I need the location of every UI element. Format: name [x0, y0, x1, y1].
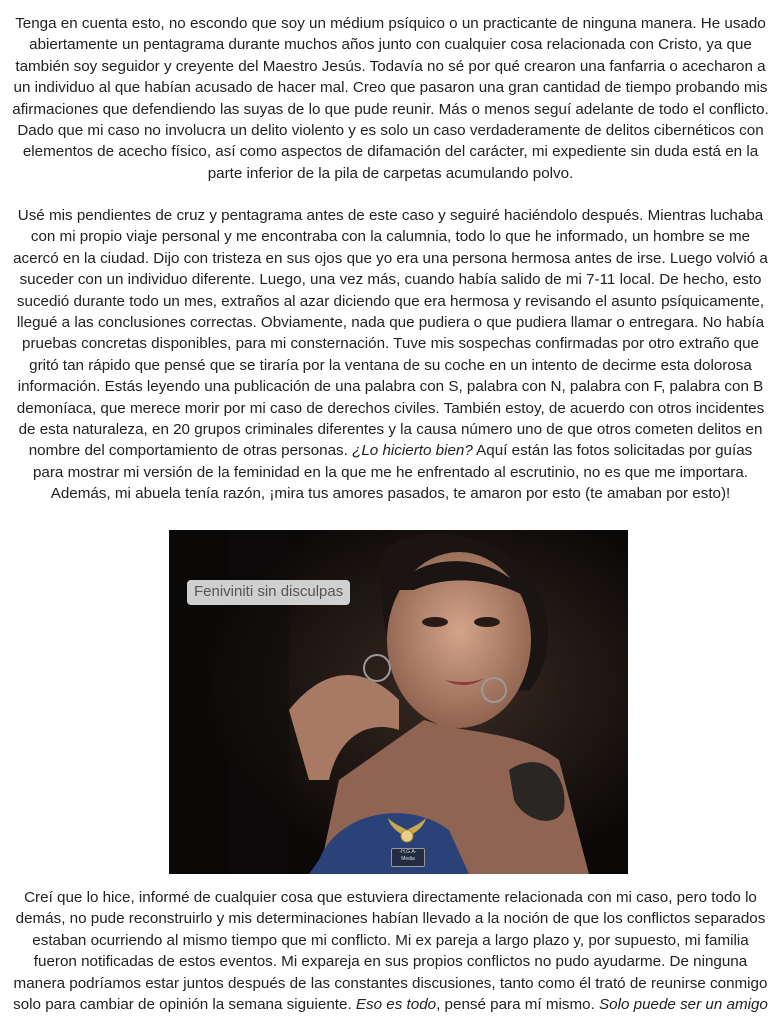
photo-caption: Feniviniti sin disculpas [187, 580, 350, 605]
paragraph-2-emphasis: ¿Lo hicierto bien? [352, 442, 473, 460]
wings-icon [386, 816, 428, 850]
paragraph-3 [12, 887, 769, 1015]
paragraph-3-emphasis-2: Solo puede ser un amigo [599, 996, 768, 1014]
paragraph-3-text-b: , pensé para mí mismo. [436, 996, 600, 1014]
paragraph-2-text-a: Usé mis pendientes de cruz y pentagrama antes de este caso y seguiré haciéndolo después. Mientras luchaba con mi propio viaje personal y me encontraba con la calumnia, todo lo que he informado, un hombre se me acercó en la ciudad. Dijo con tristeza en sus ojos que yo era una persona hermosa antes de irse. Luego volvió a suceder con un individuo diferente. Luego, una vez más, cuando había salido de mi 7-11 local. De hecho, esto sucedió durante todo un mes, extraños al azar diciendo que era hermosa y revisando el asunto psíquicamente, llegué a las conclusiones correctas. Obviamente, nada que pudiera o que pudiera llamar o entregara. No había pruebas concretas disponibles, para mi consternación. Tuve mis sospechas confirmadas por otro extraño que gritó tan rápido que pensé que se tiraría por la ventana de su coche en un intento de decirme esta dolorosa información. Estás leyendo una publicación de una palabra con S, palabra con N, palabra con F, palabra con B demoníaca, que merece morir por mi caso de derechos civiles. También estoy, de acuerdo con otros incidentes de esta naturaleza, en 20 grupos criminales diferentes y la causa número uno de que otros cometen delitos en nombre del comportamiento de otras personas. [13, 207, 768, 460]
paragraph-2 [12, 205, 769, 505]
paragraph-3-text-a: Creí que lo hice, informé de cualquier cosa que estuviera directamente relacionada con mi caso, pero todo lo demás, no pude reconstruirlo y mis determinaciones habían llevado a la noción de que los conflictos separados estaban ocurriendo al mismo tiempo que mi conflicto. Mi ex pareja a largo plazo y, por supuesto, mi familia fueron notificadas de estos eventos. Mi expareja en sus propios conflictos no pudo ayudarme. De ninguna manera podríamos estar juntos después de las constantes discusiones, tanto como él trató de reunirse conmigo solo para cambiar de opinión la semana siguiente. [13, 889, 768, 1014]
watermark-badge [391, 848, 425, 867]
paragraph-2-text-b: Aquí están las fotos solicitadas por guías para mostrar mi versión de la feminidad en la que me he enfrentado al escrutinio, no es que me importara. Además, mi abuela tenía razón, ¡mira tus amores pasados, te amaron por esto (te amaban por esto)! [32, 442, 753, 503]
paragraph-3-emphasis-1: Eso es todo [355, 996, 437, 1014]
portrait-photo [169, 530, 628, 874]
paragraph-1: Tenga en cuenta esto, no escondo que soy un médium psíquico o un practicante de ninguna manera. He usado abiertamente un pentagrama durante muchos años junto con cualquier cosa relacionada con Cristo, ya que también soy seguidor y creyente del Maestro Jesús. Todavía no sé por qué crearon una fanfarria o acecharon a un individuo al que habían acusado de hacer mal. Creo que pasaron una gran cantidad de tiempo probando mis afirmaciones que defendiendo las suyas de lo que pude reunir. Más o menos seguí adelante de todo el conflicto. Dado que mi caso no involucra un delito violento y es solo un caso verdaderamente de delitos cibernéticos con elementos de acecho físico, así como aspectos de difamación del carácter, mi expediente sin duda está en la parte inferior de la pila de carpetas acumulando polvo. [12, 15, 769, 182]
watermark-line-1: -H.G.A- [399, 849, 417, 855]
watermark-line-2: Media [401, 856, 415, 862]
watermark-logo [386, 816, 428, 868]
